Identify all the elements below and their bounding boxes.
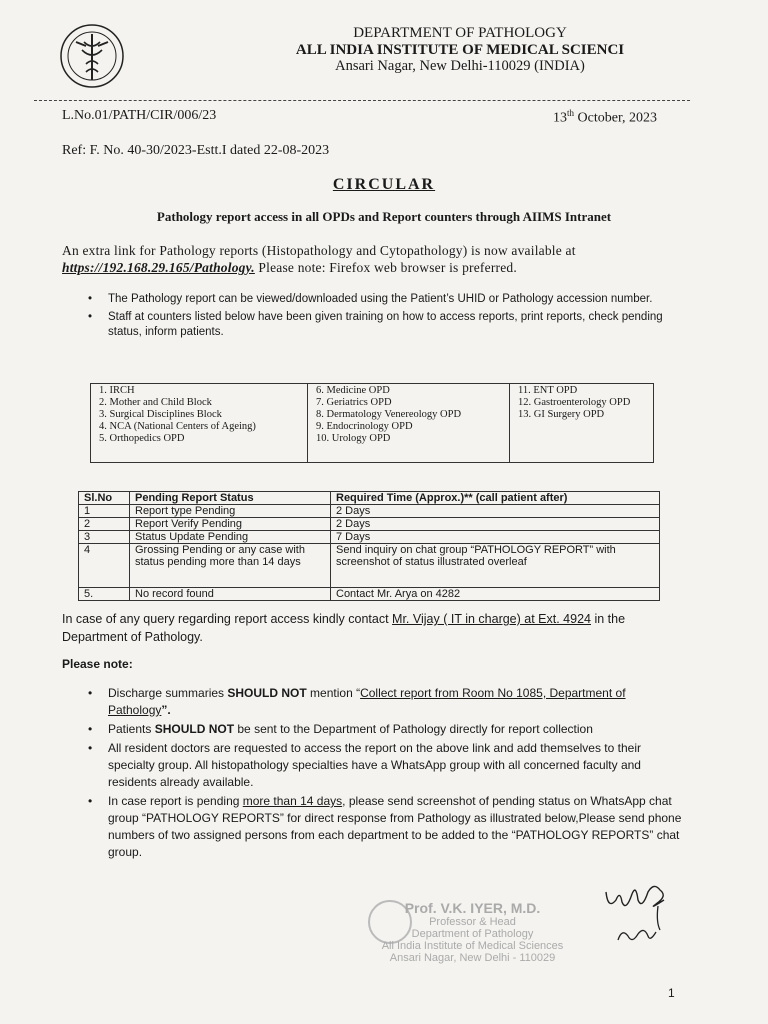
circular-subject: Pathology report access in all OPDs and Report counters through AIIMS Intranet	[156, 209, 612, 224]
bullet-list-bottom	[88, 685, 683, 861]
table-row: 2 Report Verify Pending 2 Days	[79, 518, 660, 531]
table-row: 4 Grossing Pending or any case with status pending more than 14 days Send inquiry on chat group “PATHOLOGY REPORT” with screenshot of status illustrated overleaf	[79, 544, 660, 588]
institute-address: Ansari Nagar, New Delhi-110029 (INDIA)	[335, 58, 585, 74]
opd-column: 6. Medicine OPD 7. Geriatrics OPD 8. Dermatology Venereology OPD 9. Endocrinology OPD 10. Urology OPD	[308, 384, 510, 463]
table-row: 1 Report type Pending 2 Days	[79, 505, 660, 518]
opd-column: 1. IRCH 2. Mother and Child Block 3. Surgical Disciplines Block 4. NCA (National Centers of Ageing) 5. Orthopedics OPD	[91, 384, 308, 463]
signature	[598, 870, 688, 960]
opd-column: 11. ENT OPD 12. Gastroenterology OPD 13. GI Surgery OPD	[510, 384, 654, 463]
page-number: 1	[668, 986, 675, 1000]
opd-counter-table	[90, 383, 654, 463]
circular-title: CIRCULAR	[332, 176, 436, 193]
list-item: • All resident doctors are requested to access the report on the above link and add themselves to their specialty group. All histopathology specialties have a WhatsApp group with all concerned faculty and residents already available.	[88, 741, 641, 789]
list-item: • The Pathology report can be viewed/downloaded using the Patient’s UHID or Pathology accession number.	[88, 293, 653, 305]
department-name: DEPARTMENT OF PATHOLOGY	[353, 25, 567, 41]
pending-status-table	[78, 491, 660, 601]
institute-name: ALL INDIA INSTITUTE OF MEDICAL SCIENCI	[295, 42, 625, 58]
letter-number: L.No.01/PATH/CIR/006/23	[62, 108, 217, 123]
table-header-row: Sl.No Pending Report Status Required Time (Approx.)** (call patient after)	[79, 492, 660, 505]
query-paragraph: In case of any query regarding report access kindly contact Mr. Vijay ( IT in charge) at Ext. 4924 in the Department of Pathology.	[62, 612, 626, 644]
official-stamp: Prof. V.K. IYER, M.D. Professor & Head Department of Pathology All India Institute of Medical Sciences Ansari Nagar, New Delhi - 110029	[381, 900, 564, 964]
pathology-link[interactable]: https://192.168.29.165/Pathology.	[62, 260, 255, 275]
table-row: 5. No record found Contact Mr. Arya on 4282	[79, 588, 660, 601]
bullet-list-top	[88, 292, 683, 340]
list-item: • Discharge summaries SHOULD NOT mention “Collect report from Room No 1085, Department of Pathology”.	[88, 686, 626, 717]
list-item: • Staff at counters listed below have been given training on how to access reports, print reports, check pending status, inform patients.	[88, 311, 663, 338]
reference: Ref: F. No. 40-30/2023-Estt.I dated 22-08-2023	[62, 143, 330, 158]
aiims-emblem-icon	[56, 20, 128, 92]
table-row: 3 Status Update Pending 7 Days	[79, 531, 660, 544]
list-item: • Patients SHOULD NOT be sent to the Department of Pathology directly for report collection	[88, 722, 593, 736]
list-item: • In case report is pending more than 14 days, please send screenshot of pending status on WhatsApp chat group “PATHOLOGY REPORTS” for direct response from Pathology as illustrated below,Please send phone numbers of two assigned persons from each department to be added to the “PATHOLOGY REPORTS” chat group.	[88, 794, 682, 859]
please-note-heading: Please note:	[62, 657, 133, 671]
intro-paragraph: An extra link for Pathology reports (Histopathology and Cytopathology) is now available at https://192.168.29.165/Pathology. Please note: Firefox web browser is preferred.	[62, 243, 576, 275]
header-divider	[34, 100, 690, 101]
letter-date: 13th October, 2023	[553, 108, 658, 126]
it-contact: Mr. Vijay ( IT in charge) at Ext. 4924	[392, 612, 591, 626]
